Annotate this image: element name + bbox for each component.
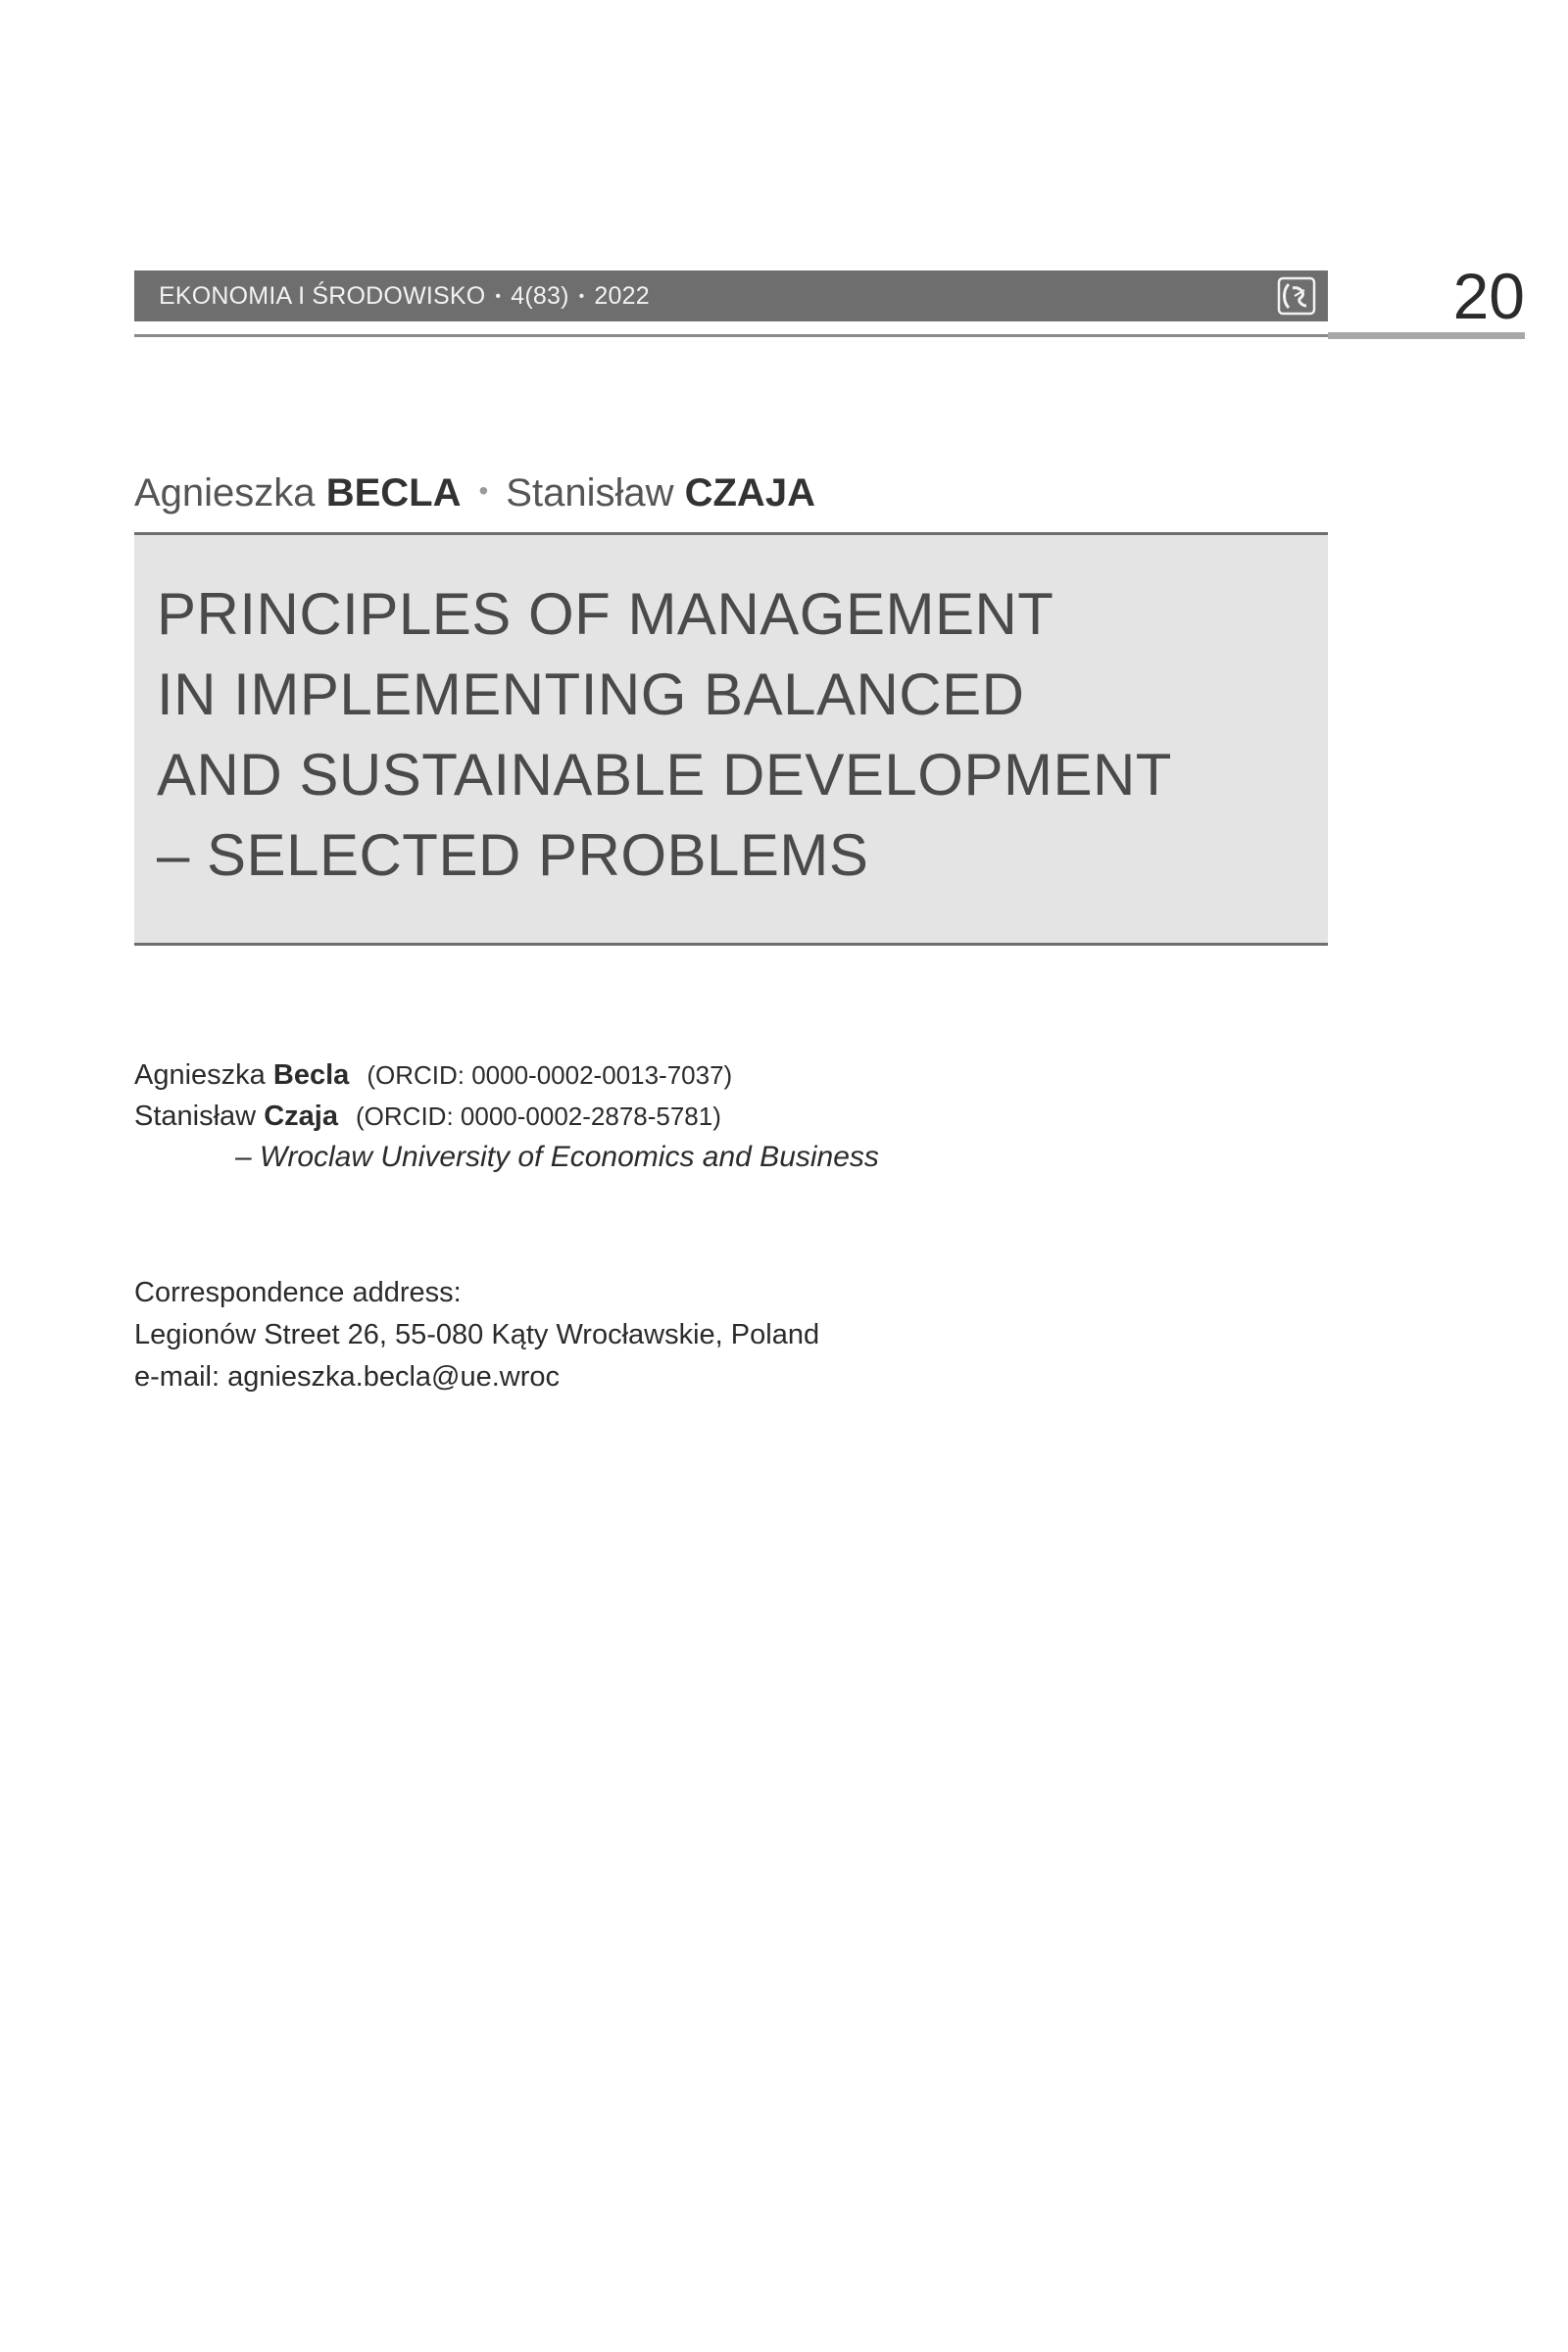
title-line-4: – SELECTED PROBLEMS	[157, 822, 869, 888]
header-separator: •	[495, 288, 502, 305]
article-title-box	[134, 532, 1328, 946]
journal-year: 2022	[594, 282, 650, 310]
title-line-3: AND SUSTAINABLE DEVELOPMENT	[157, 742, 1172, 808]
author2-first-name: Stanisław	[506, 471, 674, 514]
page-number-rule	[1328, 332, 1525, 339]
page-number: 20	[1452, 260, 1525, 332]
journal-issue: 4(83)	[511, 282, 569, 310]
title-line-1: PRINCIPLES OF MANAGEMENT	[157, 581, 1054, 647]
journal-info	[159, 270, 650, 322]
author1-first-name: Agnieszka	[134, 471, 316, 514]
affiliation-author2	[134, 1096, 721, 1137]
author-separator: •	[478, 475, 489, 506]
header-separator: •	[578, 288, 585, 305]
affil-author2-first: Stanisław	[134, 1101, 257, 1132]
affil-author1-last: Becla	[272, 1059, 350, 1091]
correspondence-email: e-mail: agnieszka.becla@ue.wroc	[134, 1361, 561, 1393]
author1-last-name: BECLA	[325, 471, 462, 514]
author2-last-name: CZAJA	[684, 471, 815, 514]
affil-author1-orcid: (ORCID: 0000-0002-0013-7037)	[367, 1060, 733, 1090]
title-line-2: IN IMPLEMENTING BALANCED	[157, 662, 1025, 727]
correspondence-address: Legionów Street 26, 55-080 Kąty Wrocławskie, Poland	[134, 1319, 820, 1350]
correspondence-label: Correspondence address:	[134, 1277, 462, 1308]
running-header	[134, 270, 1328, 321]
institution: – Wroclaw University of Economics and Business	[235, 1141, 879, 1173]
header-rule	[134, 334, 1328, 337]
affiliation-author1	[134, 1054, 732, 1096]
affil-author1-first: Agnieszka	[134, 1059, 266, 1091]
journal-name: EKONOMIA I ŚRODOWISKO	[159, 282, 486, 310]
affil-author2-orcid: (ORCID: 0000-0002-2878-5781)	[356, 1102, 721, 1131]
journal-logo-icon	[1277, 276, 1316, 316]
affil-author2-last: Czaja	[264, 1101, 338, 1132]
authors-line	[134, 463, 815, 521]
